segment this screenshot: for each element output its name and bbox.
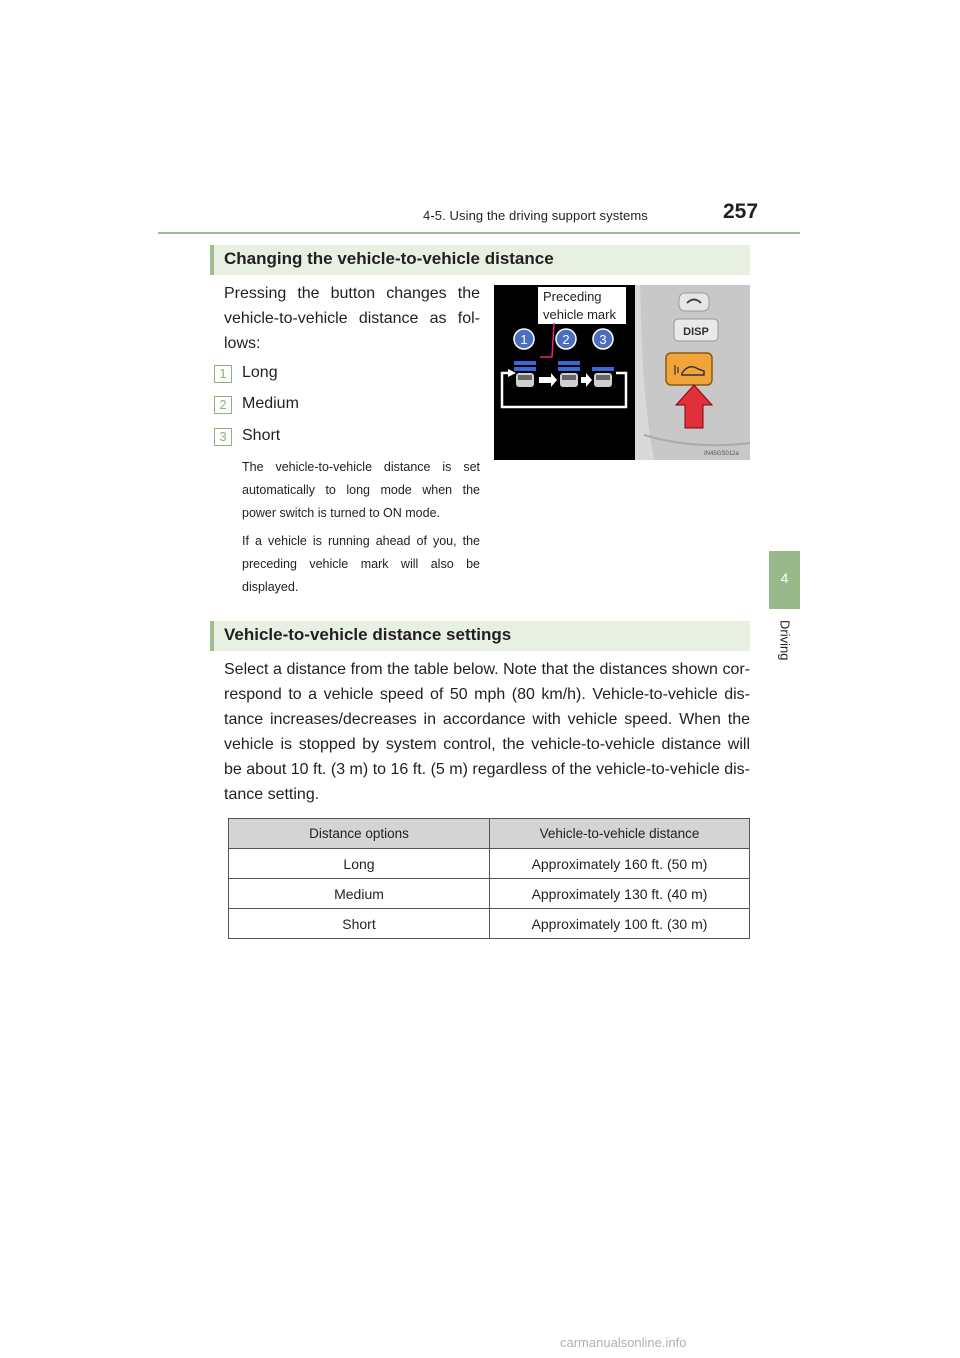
table-header-cell: Vehicle-to-vehicle distance xyxy=(490,819,750,849)
table-header-cell: Distance options xyxy=(229,819,490,849)
svg-text:1: 1 xyxy=(520,332,528,347)
svg-text:3: 3 xyxy=(599,332,607,347)
marker-3 xyxy=(593,329,613,349)
disp-button-label: DISP xyxy=(683,326,709,338)
header-rule xyxy=(158,232,800,234)
table-cell: Approximately 130 ft. (40 m) xyxy=(490,879,750,909)
steering-switch-panel xyxy=(635,285,750,460)
distance-table xyxy=(228,818,750,939)
section-heading-distance-settings xyxy=(210,621,750,651)
watermark: carmanualsonline.info xyxy=(560,1335,687,1350)
para-line: tance setting. xyxy=(224,786,320,803)
car-icon-long xyxy=(514,361,536,387)
car-icon-short xyxy=(592,367,614,387)
page-number: 257 xyxy=(723,200,759,223)
svg-text:2: 2 xyxy=(562,332,570,347)
note-line: displayed. xyxy=(242,580,299,594)
settings-paragraph xyxy=(224,657,750,807)
option-label-short: Short xyxy=(242,427,281,444)
distance-button-illustration xyxy=(494,285,750,460)
para-line: vehicle is stopped by system control, the vehicle-to-vehicle distance will xyxy=(224,736,750,753)
running-header: 4-5. Using the driving support systems xyxy=(423,208,648,223)
chapter-tab-label-wrap xyxy=(777,620,793,680)
para-line: respond to a vehicle speed of 50 mph (80 km/h). Vehicle-to-vehicle dis- xyxy=(224,686,750,703)
callout-line-1: Preceding xyxy=(543,289,602,304)
marker-2 xyxy=(556,329,576,349)
option-badge-1: 1 xyxy=(214,365,232,383)
table-cell: Approximately 160 ft. (50 m) xyxy=(490,849,750,879)
note-line: The vehicle-to-vehicle distance is set xyxy=(242,460,480,474)
para-line: tance increases/decreases in accordance with vehicle speed. When the xyxy=(224,711,750,728)
table-row xyxy=(229,849,750,879)
table-cell: Approximately 100 ft. (30 m) xyxy=(490,909,750,939)
option-badge-2: 2 xyxy=(214,396,232,414)
note-line: power switch is turned to ON mode. xyxy=(242,506,440,520)
note-line: If a vehicle is running ahead of you, the xyxy=(242,534,480,548)
note-default-mode xyxy=(242,456,480,525)
intro-line: vehicle-to-vehicle distance as fol- xyxy=(224,310,480,327)
para-line: be about 10 ft. (3 m) to 16 ft. (5 m) regardless of the vehicle-to-vehicle dis- xyxy=(224,761,750,778)
option-label-medium: Medium xyxy=(242,395,299,412)
table-header-row xyxy=(229,819,750,849)
table-cell: Short xyxy=(229,909,490,939)
table-cell: Long xyxy=(229,849,490,879)
marker-1 xyxy=(514,329,534,349)
section-heading-distance-change xyxy=(210,245,750,275)
note-line: automatically to long mode when the xyxy=(242,483,480,497)
table-cell: Medium xyxy=(229,879,490,909)
distance-button xyxy=(666,353,712,385)
chapter-tab-number: 4 xyxy=(780,570,789,586)
intro-line: lows: xyxy=(224,335,261,352)
table-row xyxy=(229,879,750,909)
option-badge-3: 3 xyxy=(214,428,232,446)
intro-paragraph xyxy=(224,281,480,356)
callout-line-2: vehicle mark xyxy=(543,307,616,322)
illustration-code: IN45GS012a xyxy=(704,451,739,457)
chapter-tab-label: Driving xyxy=(777,620,793,661)
section-heading-text: Changing the vehicle-to-vehicle distance xyxy=(224,249,554,268)
para-line: Select a distance from the table below. Note that the distances shown cor- xyxy=(224,661,750,678)
note-line: preceding vehicle mark will also be xyxy=(242,557,480,571)
car-icon-medium xyxy=(558,361,580,387)
intro-line: Pressing the button changes the xyxy=(224,285,480,302)
section-heading-text: Vehicle-to-vehicle distance settings xyxy=(224,625,512,644)
option-label-long: Long xyxy=(242,364,278,381)
table-row xyxy=(229,909,750,939)
note-preceding-vehicle xyxy=(242,530,480,599)
